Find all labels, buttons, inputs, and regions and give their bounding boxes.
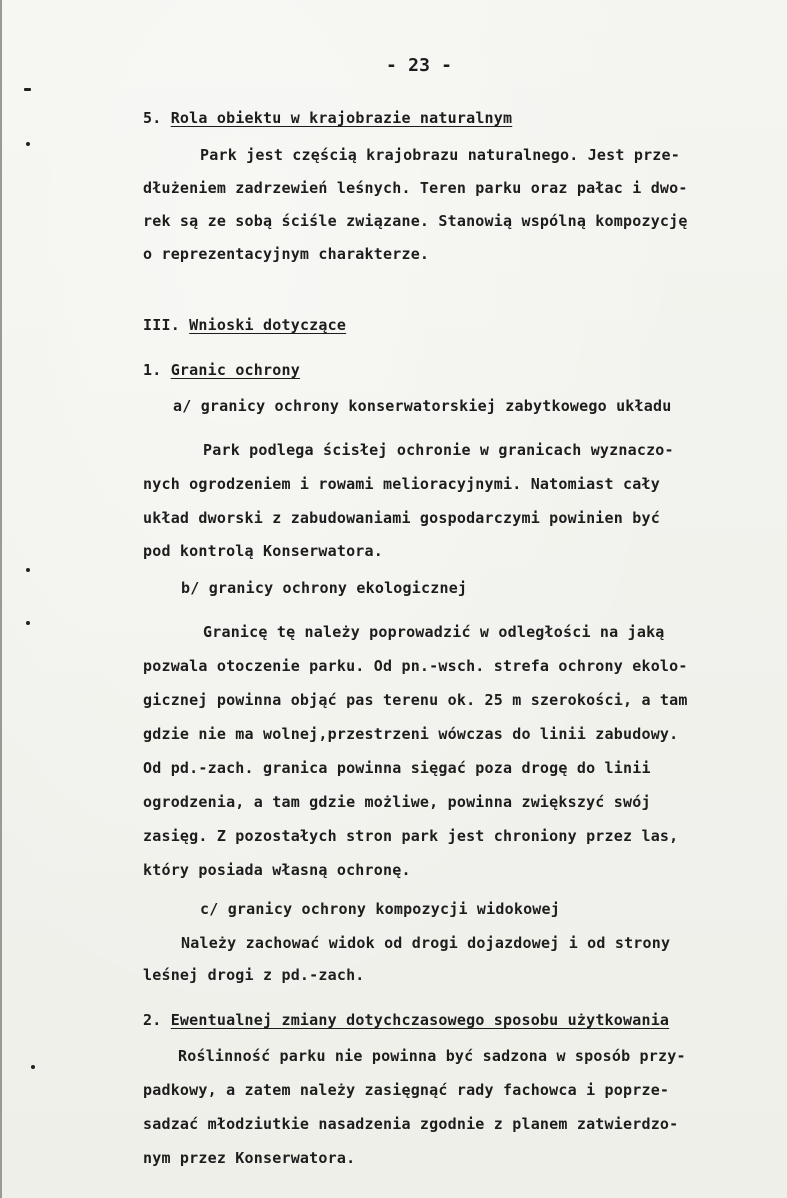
item-c-label: c/ granicy ochrony kompozycji widokowej [200,900,560,918]
section-number: 5. [143,109,162,127]
item-b-label: b/ granicy ochrony ekologicznej [181,579,468,597]
margin-dot [31,1065,35,1069]
section-title: Rola obiektu w krajobrazie naturalnym [170,109,513,127]
paragraph-line: dłużeniem zadrzewień leśnych. Teren parku oraz pałac i dwo- [143,179,688,197]
paragraph-line: gdzie nie ma wolnej,przestrzeni wówczas do linii zabudowy. [143,725,679,743]
margin-dot [26,568,30,572]
subsection-title: Ewentualnej zmiany dotychczasowego sposobu użytkowania [170,1011,670,1029]
section-3-heading [143,315,346,335]
paragraph-line: leśnej drogi z pd.-zach. [143,966,365,984]
section-5-heading [143,108,512,128]
margin-mark [24,88,31,91]
paragraph-line: pod kontrolą Konserwatora. [143,542,383,560]
paragraph-line: układ dworski z zabudowaniami gospodarczymi powinien być [143,509,660,527]
subsection-number: 2. [143,1011,162,1029]
paragraph-line: nych ogrodzeniem i rowami melioracyjnymi. Natomiast cały [143,475,660,493]
paragraph-line: Roślinność parku nie powinna być sadzona w sposób przy- [178,1047,686,1065]
page-edge-line [0,0,2,1198]
paragraph-line: pozwala otoczenie parku. Od pn.-wsch. strefa ochrony ekolo- [143,657,688,675]
subsection-title: Granic ochrony [170,361,300,379]
paragraph-line: o reprezentacyjnym charakterze. [143,245,430,263]
item-a-label: a/ granicy ochrony konserwatorskiej zabytkowego układu [173,397,672,415]
paragraph-line: ogrodzenia, a tam gdzie możliwe, powinna zwiększyć swój [143,793,651,811]
paragraph-line: zasięg. Z pozostałych stron park jest chroniony przez las, [143,827,679,845]
paragraph-line: gicznej powinna objąć pas terenu ok. 25 m szerokości, a tam [143,691,688,709]
paragraph-line: padkowy, a zatem należy zasięgnąć rady fachowca i poprze- [143,1081,670,1099]
paragraph-line: Granicę tę należy poprowadzić w odległości na jaką [203,623,665,641]
paragraph-line: Park podlega ścisłej ochronie w granicach wyznaczo- [203,441,674,459]
subsection-number: 1. [143,361,162,379]
paragraph-line: Należy zachować widok od drogi dojazdowej i od strony [181,934,671,952]
margin-dot [26,142,30,146]
paragraph-line: sadzać młodziutkie nasadzenia zgodnie z planem zatwierdzo- [143,1115,679,1133]
paragraph-line: Od pd.-zach. granica powinna sięgać poza drogę do linii [143,759,651,777]
paragraph-line: Park jest częścią krajobrazu naturalnego. Jest prze- [200,146,680,164]
section-title: Wnioski dotyczące [189,316,347,334]
page-number: - 23 - [386,55,453,76]
subsection-1-heading [143,360,300,380]
section-number: III. [143,316,180,334]
margin-dot [26,621,30,625]
subsection-2-heading [143,1010,669,1030]
paragraph-line: rek są ze sobą ściśle związane. Stanowią wspólną kompozycję [143,212,688,230]
paragraph-line: nym przez Konserwatora. [143,1149,356,1167]
paragraph-line: który posiada własną ochronę. [143,861,411,879]
